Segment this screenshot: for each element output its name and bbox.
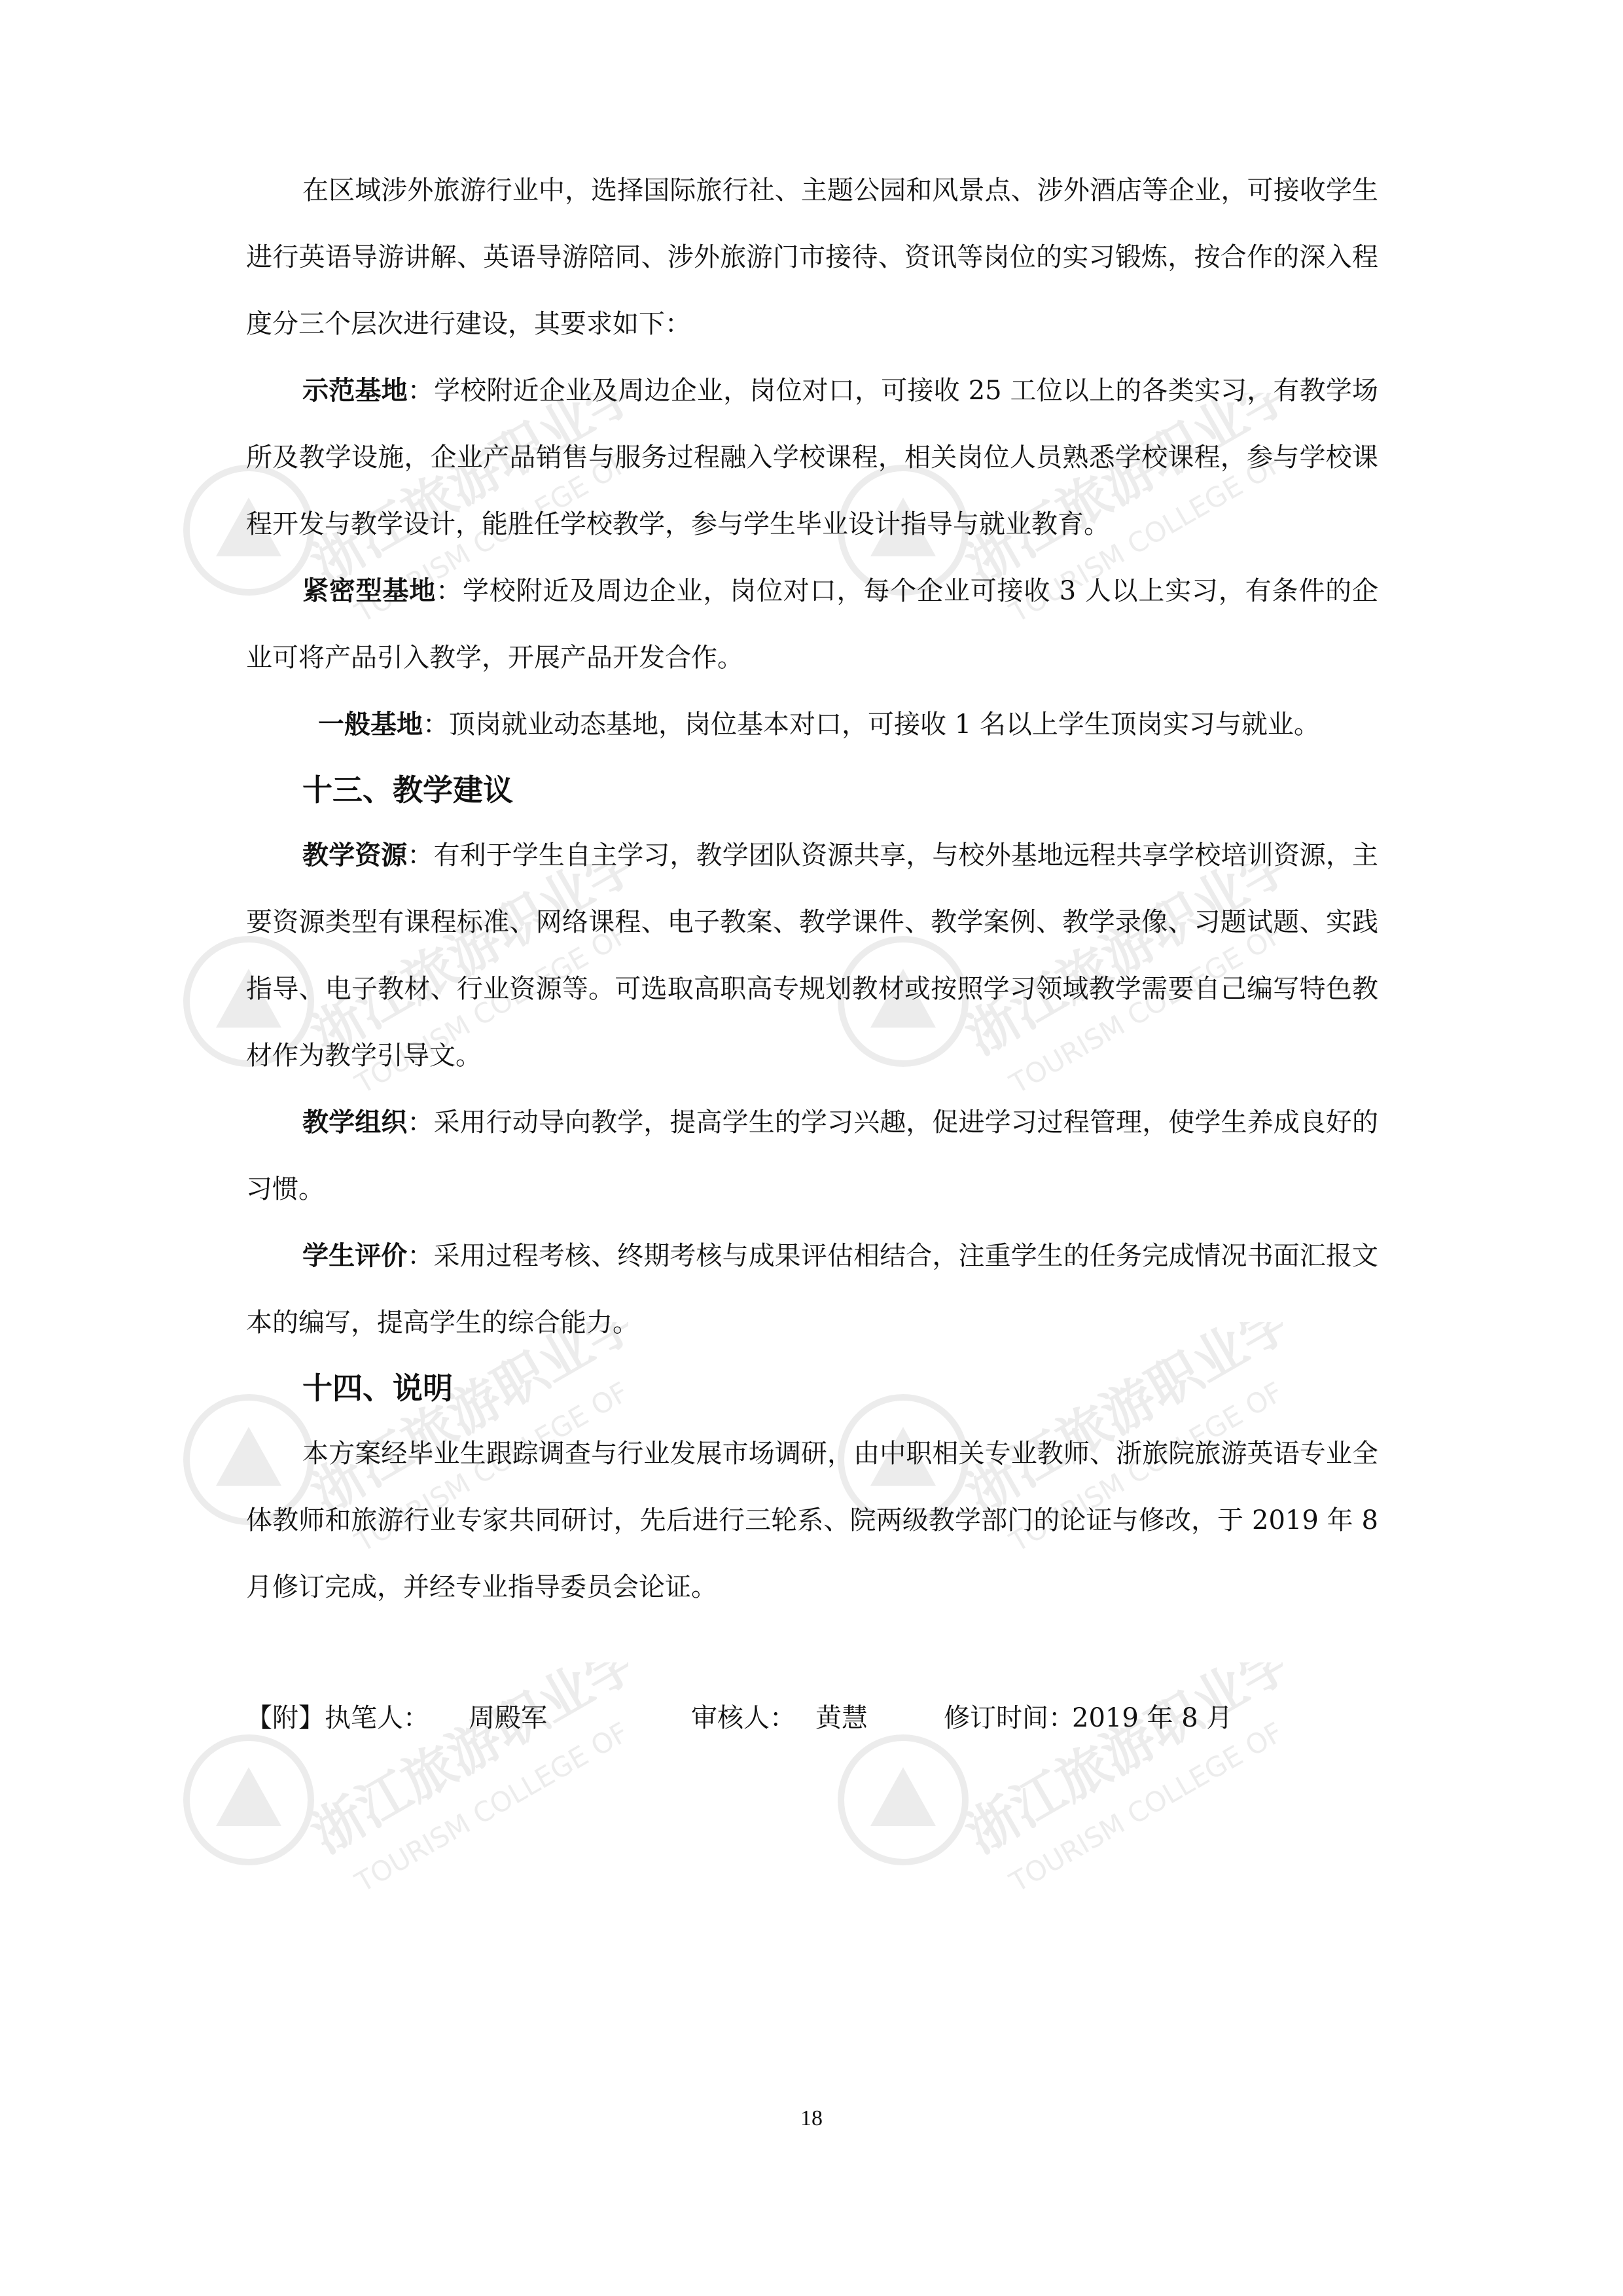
reviewer-name: 黄慧 bbox=[815, 1703, 868, 1733]
svg-text:浙江旅游职业学院: 浙江旅游职业学院 bbox=[955, 864, 1283, 1067]
resources-paragraph bbox=[246, 822, 1378, 1089]
writer-label: 【附】执笔人： bbox=[246, 1703, 429, 1733]
svg-text:浙江旅游职业学院: 浙江旅游职业学院 bbox=[300, 1322, 628, 1525]
svg-text:浙江旅游职业学院: 浙江旅游职业学院 bbox=[300, 864, 628, 1067]
evaluation-label: 学生评价 bbox=[302, 1240, 408, 1271]
notes-text: 本方案经毕业生跟踪调查与行业发展市场调研，由中职相关专业教师、浙旅院旅游英语专业全体教师和旅游行业专家共同研讨，先后进行三轮系、院两级教学部门的论证与修改，于 2019 年 8 月修订完成，并经专业指导委员会论证。 bbox=[246, 1439, 1378, 1602]
svg-text:TOURISM COLLEGE OF ZHEJIANG: TOURISM COLLEGE OF ZHEJIANG bbox=[1004, 1322, 1283, 1558]
demo-base-label: 示范基地 bbox=[302, 375, 408, 406]
svg-text:TOURISM COLLEGE OF ZHEJIANG: TOURISM COLLEGE OF ZHEJIANG bbox=[1004, 393, 1283, 629]
svg-text:TOURISM COLLEGE OF ZHEJIANG: TOURISM COLLEGE OF ZHEJIANG bbox=[349, 864, 628, 1100]
resources-label: 教学资源 bbox=[302, 840, 408, 870]
notes-paragraph bbox=[246, 1420, 1378, 1621]
evaluation-text: ：采用过程考核、终期考核与成果评估相结合，注重学生的任务完成情况书面汇报文本的编写，提高学生的综合能力。 bbox=[246, 1241, 1379, 1338]
organization-label: 教学组织 bbox=[302, 1107, 408, 1138]
intro-paragraph bbox=[246, 157, 1378, 357]
svg-text:TOURISM COLLEGE OF ZHEJIANG: TOURISM COLLEGE OF ZHEJIANG bbox=[349, 1662, 628, 1899]
reviewer-label: 审核人： bbox=[691, 1703, 796, 1733]
organization-paragraph bbox=[246, 1089, 1378, 1223]
svg-text:浙江旅游职业学院: 浙江旅游职业学院 bbox=[300, 393, 628, 596]
demo-base-text: ：学校附近企业及周边企业，岗位对口，可接收 25 工位以上的各类实习，有教学场所及教学设施，企业产品销售与服务过程融入学校课程，相关岗位人员熟悉学校课程，参与学校课程开发与教学设计，能胜任学校教学，参与学生毕业设计指导与就业教育。 bbox=[246, 376, 1379, 539]
general-base-paragraph bbox=[246, 691, 1378, 758]
revision-label: 修订时间： bbox=[944, 1703, 1075, 1733]
svg-text:TOURISM COLLEGE OF ZHEJIANG: TOURISM COLLEGE OF ZHEJIANG bbox=[349, 393, 628, 629]
section-14-heading: 十四、说明 bbox=[302, 1371, 453, 1406]
svg-text:TOURISM COLLEGE OF ZHEJIANG: TOURISM COLLEGE OF ZHEJIANG bbox=[1004, 864, 1283, 1100]
demo-base-paragraph bbox=[246, 357, 1378, 558]
general-base-text: ：顶岗就业动态基地，岗位基本对口，可接收 1 名以上学生顶岗实习与就业。 bbox=[423, 709, 1320, 740]
svg-text:TOURISM COLLEGE OF ZHEJIANG: TOURISM COLLEGE OF ZHEJIANG bbox=[1004, 1662, 1283, 1899]
close-base-label: 紧密型基地 bbox=[302, 575, 437, 606]
evaluation-paragraph bbox=[246, 1223, 1378, 1356]
section-13-heading: 十三、教学建议 bbox=[302, 772, 513, 808]
svg-text:TOURISM COLLEGE OF ZHEJIANG: TOURISM COLLEGE OF ZHEJIANG bbox=[349, 1322, 628, 1558]
attachment-line bbox=[246, 1685, 1378, 1751]
organization-text: ：采用行动导向教学，提高学生的学习兴趣，促进学习过程管理，使学生养成良好的习惯。 bbox=[246, 1107, 1379, 1204]
svg-text:浙江旅游职业学院: 浙江旅游职业学院 bbox=[300, 1662, 628, 1865]
close-base-text: ：学校附近及周边企业，岗位对口，每个企业可接收 3 人以上实习，有条件的企业可将产品引入教学，开展产品开发合作。 bbox=[246, 576, 1378, 673]
page-number: 18 bbox=[800, 2106, 823, 2130]
svg-text:浙江旅游职业学院: 浙江旅游职业学院 bbox=[955, 1662, 1283, 1865]
svg-text:浙江旅游职业学院: 浙江旅游职业学院 bbox=[955, 1322, 1283, 1525]
writer-name: 周殿军 bbox=[469, 1703, 547, 1733]
intro-text: 在区域涉外旅游行业中，选择国际旅行社、主题公园和风景点、涉外酒店等企业，可接收学生进行英语导游讲解、英语导游陪同、涉外旅游门市接待、资讯等岗位的实习锻炼，按合作的深入程度分三个层次进行建设，其要求如下： bbox=[246, 175, 1378, 339]
revision-date: 2019 年 8 月 bbox=[1072, 1703, 1233, 1733]
close-base-paragraph bbox=[246, 558, 1378, 691]
spacer bbox=[246, 1621, 1378, 1685]
svg-text:浙江旅游职业学院: 浙江旅游职业学院 bbox=[955, 393, 1283, 596]
resources-text: ：有利于学生自主学习，教学团队资源共享，与校外基地远程共享学校培训资源，主要资源类型有课程标准、网络课程、电子教案、教学课件、教学案例、教学录像、习题试题、实践指导、电子教材、行业资源等。可选取高职高专规划教材或按照学习领域教学需要自己编写特色教材作为教学引导文。 bbox=[246, 840, 1379, 1071]
document-body bbox=[246, 157, 1378, 1751]
general-base-label: 一般基地 bbox=[318, 709, 423, 740]
